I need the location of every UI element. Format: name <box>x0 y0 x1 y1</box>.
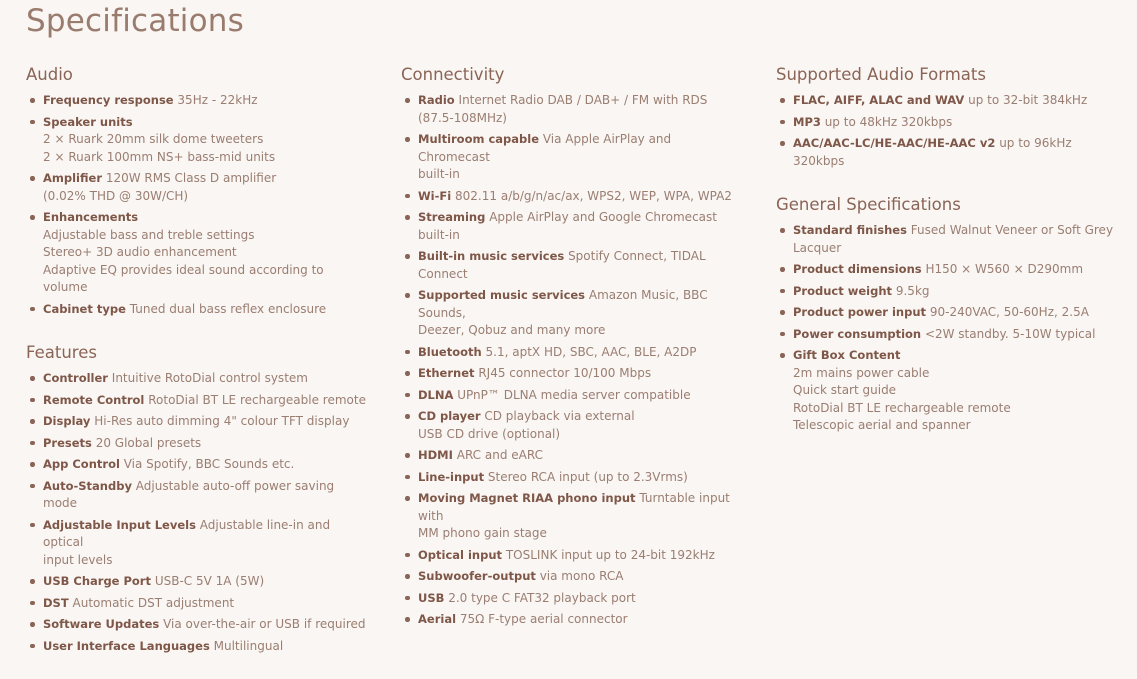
spec-label: Multiroom capable <box>418 132 540 146</box>
spec-column-1 <box>26 64 371 679</box>
spec-label: User Interface Languages <box>43 638 210 653</box>
spec-value: RJ45 connector 10/100 Mbps <box>478 366 652 380</box>
spec-item-display <box>26 413 371 431</box>
spec-item-line-input <box>401 469 746 487</box>
spec-label: Streaming <box>418 210 486 224</box>
spec-item-bluetooth <box>401 344 746 362</box>
spec-item-gift-box-content <box>776 347 1121 435</box>
spec-item-dlna <box>401 387 746 405</box>
spec-label: Controller <box>43 371 108 385</box>
spec-item-wi-fi <box>401 188 746 206</box>
spec-label: Wi-Fi <box>418 188 452 203</box>
spec-item-ethernet <box>401 365 746 383</box>
spec-value: via mono RCA <box>539 569 624 583</box>
spec-value: Via over-the-air or USB if required <box>163 617 366 631</box>
spec-value: 120W RMS Class D amplifier <box>105 171 277 185</box>
spec-list <box>26 370 371 655</box>
spec-value-line: built-in <box>418 167 460 181</box>
spec-label: Supported music services <box>418 288 586 302</box>
spec-value: 802.11 a/b/g/n/ac/ax, WPS2, WEP, WPA, WPA2 <box>455 188 732 203</box>
spec-item-standard-finishes <box>776 222 1121 257</box>
spec-label: DST <box>43 595 69 610</box>
spec-item-aerial <box>401 611 746 629</box>
section-connectivity <box>401 64 746 629</box>
spec-label: Auto-Standby <box>43 478 132 493</box>
section-title: Features <box>26 343 97 362</box>
spec-value: 20 Global presets <box>95 435 202 450</box>
spec-value-line: MM phono gain stage <box>418 526 547 540</box>
section-general-specifications <box>776 194 1121 435</box>
spec-label: Display <box>43 414 91 428</box>
spec-item-mp3 <box>776 114 1121 132</box>
section-supported-audio-formats <box>776 64 1121 170</box>
spec-value: 75Ω F-type aerial connector <box>459 612 628 626</box>
spec-value: Stereo RCA input (up to 2.3Vrms) <box>487 469 688 484</box>
spec-label: Speaker units <box>43 114 133 129</box>
spec-label: Product dimensions <box>793 262 922 276</box>
spec-list <box>776 222 1121 435</box>
spec-label: USB <box>418 590 445 605</box>
spec-value: Adjustable line-in and optical <box>43 517 331 549</box>
spec-value: up to 48kHz 320kbps <box>824 114 953 129</box>
spec-item-auto-standby <box>26 478 371 513</box>
spec-item-hdmi <box>401 447 746 465</box>
spec-value: Internet Radio DAB / DAB+ / FM with RDS <box>458 93 708 107</box>
spec-value-line: Deezer, Qobuz and many more <box>418 323 606 337</box>
spec-value: Spotify Connect, TIDAL Connect <box>418 249 706 281</box>
spec-item-built-in-music-services <box>401 248 746 283</box>
spec-value: Intuitive RotoDial control system <box>111 371 308 385</box>
spec-label: Adjustable Input Levels <box>43 517 196 532</box>
spec-label: Product power input <box>793 305 927 319</box>
spec-value: up to 32-bit 384kHz <box>968 93 1088 107</box>
spec-column-3 <box>776 64 1121 459</box>
spec-label: Software Updates <box>43 617 160 631</box>
spec-value-line: 2m mains power cable <box>793 365 930 380</box>
spec-item-product-power-input <box>776 304 1121 322</box>
spec-item-subwoofer-output <box>401 568 746 586</box>
spec-value: Adjustable auto-off power saving mode <box>43 478 335 510</box>
spec-value: Via Apple AirPlay and Chromecast <box>418 132 672 164</box>
spec-label: Aerial <box>418 612 457 626</box>
spec-label: Remote Control <box>43 392 145 407</box>
spec-item-radio <box>401 92 746 127</box>
spec-label: Amplifier <box>43 171 102 185</box>
spec-item-enhancements <box>26 209 371 297</box>
spec-item-flac-aiff-alac-and-wav <box>776 92 1121 110</box>
spec-label: Power consumption <box>793 326 922 341</box>
spec-value-line: Adjustable bass and treble settings <box>43 227 255 242</box>
spec-value: Automatic DST adjustment <box>72 595 235 610</box>
spec-item-frequency-response <box>26 92 371 110</box>
spec-value: 90-240VAC, 50-60Hz, 2.5A <box>929 305 1089 319</box>
spec-list <box>401 92 746 629</box>
spec-label: Cabinet type <box>43 301 126 316</box>
spec-value: Fused Walnut Veneer or Soft Grey <box>910 223 1114 237</box>
spec-list <box>26 92 371 318</box>
spec-value: Tuned dual bass reflex enclosure <box>129 301 327 316</box>
spec-value: TOSLINK input up to 24-bit 192kHz <box>505 547 715 562</box>
spec-label: HDMI <box>418 448 453 462</box>
spec-value-line: USB CD drive (optional) <box>418 426 561 441</box>
spec-item-usb <box>401 590 746 608</box>
spec-label: Moving Magnet RIAA phono input <box>418 491 636 505</box>
spec-value: CD playback via external <box>484 409 635 423</box>
spec-value-line: 2 × Ruark 100mm NS+ bass-mid units <box>43 149 276 164</box>
spec-value: Hi-Res auto dimming 4" colour TFT display <box>94 414 350 428</box>
spec-value-line: RotoDial BT LE rechargeable remote <box>793 400 1011 415</box>
spec-item-adjustable-input-levels <box>26 517 371 570</box>
spec-item-cabinet-type <box>26 301 371 319</box>
spec-item-usb-charge-port <box>26 573 371 591</box>
spec-value: 35Hz - 22kHz <box>177 93 258 107</box>
spec-item-supported-music-services <box>401 287 746 340</box>
spec-item-cd-player <box>401 408 746 443</box>
spec-item-amplifier <box>26 170 371 205</box>
spec-label: Ethernet <box>418 366 475 380</box>
section-features <box>26 342 371 655</box>
spec-label: AAC/AAC-LC/HE-AAC/HE-AAC v2 <box>793 136 996 150</box>
spec-label: Subwoofer-output <box>418 569 536 583</box>
section-title: General Specifications <box>776 195 961 214</box>
spec-item-optical-input <box>401 547 746 565</box>
spec-label: Frequency response <box>43 93 174 107</box>
spec-label: Gift Box Content <box>793 348 901 362</box>
spec-value: 9.5kg <box>895 283 930 298</box>
spec-item-speaker-units <box>26 114 371 167</box>
spec-label: MP3 <box>793 114 821 129</box>
spec-item-moving-magnet-riaa-phono-input <box>401 490 746 543</box>
section-audio <box>26 64 371 318</box>
spec-label: CD player <box>418 409 481 423</box>
spec-item-app-control <box>26 456 371 474</box>
spec-value: H150 × W560 × D290mm <box>925 262 1084 276</box>
spec-label: Optical input <box>418 547 503 562</box>
spec-item-presets <box>26 435 371 453</box>
spec-label: Built-in music services <box>418 249 565 263</box>
spec-value: Multilingual <box>213 638 284 653</box>
spec-value-line: Lacquer <box>793 240 842 255</box>
spec-item-product-weight <box>776 283 1121 301</box>
spec-value: USB-C 5V 1A (5W) <box>154 574 265 588</box>
spec-item-user-interface-languages <box>26 638 371 656</box>
spec-label: DLNA <box>418 387 454 402</box>
section-title: Connectivity <box>401 65 505 84</box>
spec-value: UPnP™ DLNA media server compatible <box>457 387 691 402</box>
spec-label: Enhancements <box>43 210 139 224</box>
spec-label: App Control <box>43 457 120 471</box>
spec-value-line: Stereo+ 3D audio enhancement <box>43 245 237 259</box>
spec-value: 2.0 type C FAT32 playback port <box>448 590 636 605</box>
spec-column-2 <box>401 64 746 653</box>
spec-item-multiroom-capable <box>401 131 746 184</box>
spec-item-streaming <box>401 209 746 244</box>
spec-label: Radio <box>418 93 455 107</box>
spec-item-aac-aac-lc-he-aac-he-aac-v2 <box>776 135 1121 170</box>
spec-label: USB Charge Port <box>43 574 151 588</box>
spec-value: 5.1, aptX HD, SBC, AAC, BLE, A2DP <box>485 344 697 359</box>
section-title: Audio <box>26 65 73 84</box>
spec-item-software-updates <box>26 616 371 634</box>
spec-list <box>776 92 1121 170</box>
spec-value: <2W standby. 5-10W typical <box>924 326 1096 341</box>
page-title: Specifications <box>26 3 244 39</box>
spec-value: up to 96kHz 320kbps <box>793 136 1072 168</box>
spec-value: ARC and eARC <box>456 448 543 462</box>
spec-value-line: Telescopic aerial and spanner <box>793 418 971 432</box>
spec-value: RotoDial BT LE rechargeable remote <box>148 392 366 407</box>
spec-item-dst <box>26 595 371 613</box>
spec-value-line: input levels <box>43 552 113 567</box>
spec-value-line: 2 × Ruark 20mm silk dome tweeters <box>43 132 264 146</box>
spec-value: Apple AirPlay and Google Chromecast built-in <box>418 210 717 242</box>
spec-item-power-consumption <box>776 326 1121 344</box>
spec-item-controller <box>26 370 371 388</box>
spec-value-line: Adaptive EQ provides ideal sound according to volume <box>43 262 324 294</box>
section-title: Supported Audio Formats <box>776 65 986 84</box>
spec-item-remote-control <box>26 392 371 410</box>
spec-label: Product weight <box>793 283 893 298</box>
spec-value-line: (87.5-108MHz) <box>418 110 507 125</box>
spec-value: Amazon Music, BBC Sounds, <box>418 288 708 320</box>
spec-value-line: Quick start guide <box>793 383 897 397</box>
spec-value-line: (0.02% THD @ 30W/CH) <box>43 188 189 203</box>
spec-item-product-dimensions <box>776 261 1121 279</box>
spec-label: Line-input <box>418 469 485 484</box>
spec-value: Turntable input with <box>418 491 730 523</box>
spec-value: Via Spotify, BBC Sounds etc. <box>123 457 295 471</box>
spec-label: FLAC, AIFF, ALAC and WAV <box>793 93 965 107</box>
spec-label: Standard finishes <box>793 223 907 237</box>
spec-label: Bluetooth <box>418 344 482 359</box>
spec-label: Presets <box>43 435 92 450</box>
